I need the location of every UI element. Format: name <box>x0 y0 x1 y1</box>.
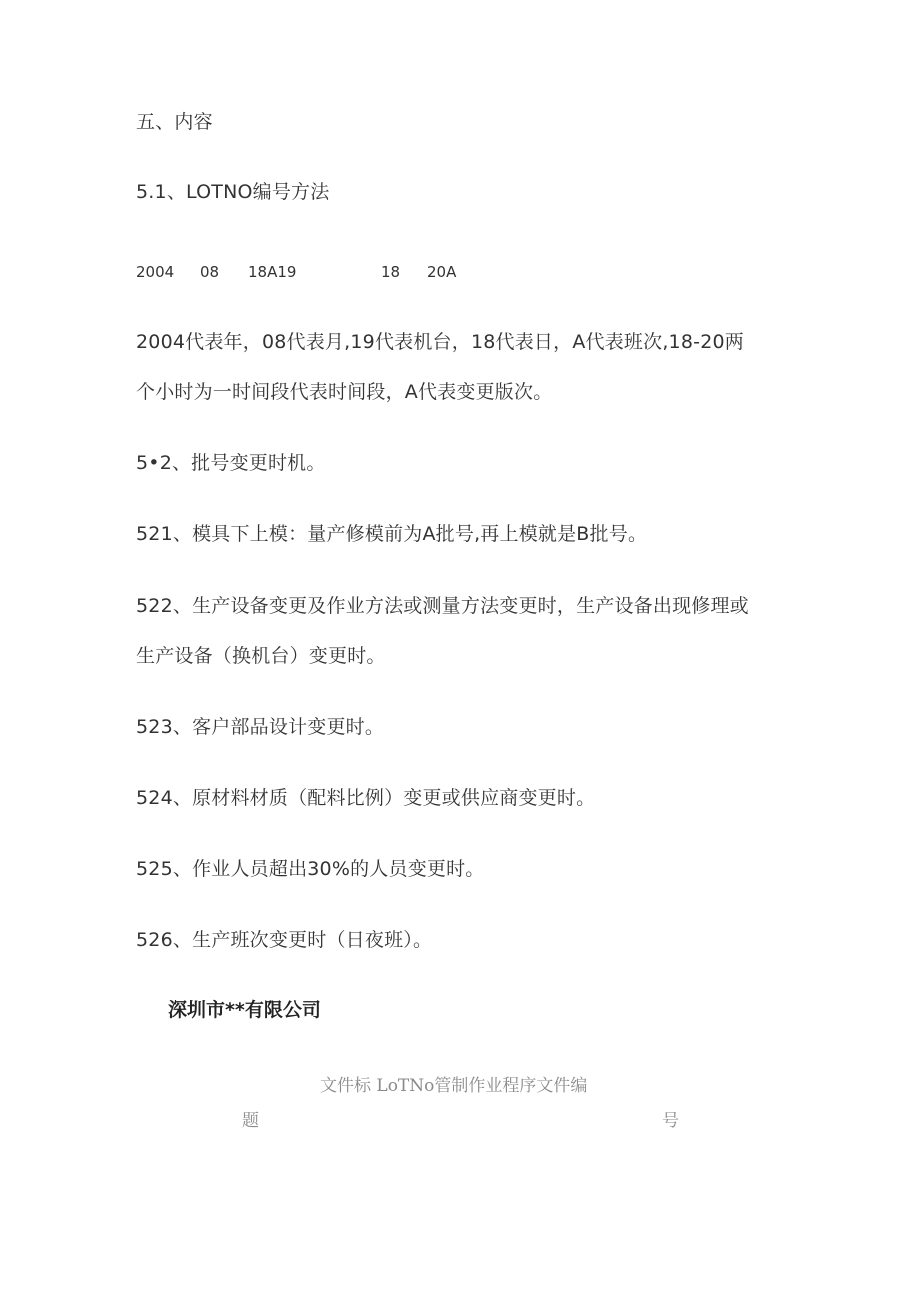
lot-year: 2004 <box>136 263 175 281</box>
company-name: 深圳市**有限公司 <box>168 999 321 1021</box>
doc-header-title-suffix: 题 <box>242 1111 259 1131</box>
change-heading: 5•2、批号变更时机。 <box>136 452 326 474</box>
item-525: 525、作业人员超出30%的人员变更时。 <box>136 858 485 880</box>
doc-header-number-suffix: 号 <box>662 1111 679 1131</box>
explanation-line-1: 2004代表年，08代表月,19代表机台，18代表日，A代表班次,18-20两 <box>136 331 744 353</box>
section-heading: 五、内容 <box>136 111 213 133</box>
doc-header-title: 文件标 LoTNo管制作业程序文件编 <box>320 1076 588 1096</box>
lot-day: 18 <box>381 263 401 281</box>
item-524: 524、原材料材质（配料比例）变更或供应商变更时。 <box>136 787 596 809</box>
explanation-line-2: 个小时为一时间段代表时间段，A代表变更版次。 <box>136 381 553 403</box>
lot-month: 08 <box>200 263 220 281</box>
lot-machine: 18A19 <box>248 263 297 281</box>
item-526: 526、生产班次变更时（日夜班）。 <box>136 929 433 951</box>
item-521: 521、模具下上模：量产修模前为A批号,再上模就是B批号。 <box>136 523 648 545</box>
item-523: 523、客户部品设计变更时。 <box>136 716 385 738</box>
lot-period: 20A <box>427 263 457 281</box>
item-522-line-2: 生产设备（换机台）变更时。 <box>136 645 386 667</box>
item-522-line-1: 522、生产设备变更及作业方法或测量方法变更时，生产设备出现修理或 <box>136 595 749 617</box>
lotno-heading: 5.1、LOTNO编号方法 <box>136 181 330 203</box>
